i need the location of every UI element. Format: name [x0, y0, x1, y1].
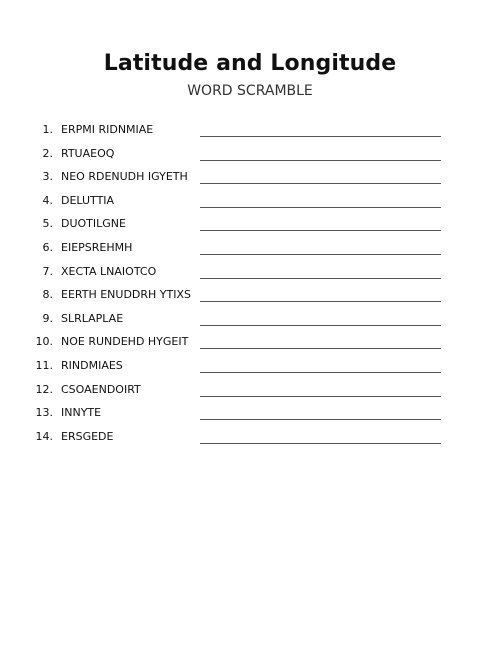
answer-line[interactable] [200, 301, 441, 302]
answer-line[interactable] [200, 419, 441, 420]
puzzle-row [0, 354, 500, 378]
scrambled-word: DELUTTIA [61, 193, 115, 207]
page-subtitle: WORD SCRAMBLE [187, 83, 313, 99]
scrambled-word: XECTA LNAIOTCO [61, 264, 157, 278]
scrambled-word: DUOTILGNE [61, 217, 126, 231]
puzzle-row [0, 330, 500, 354]
puzzle-number: 5. [42, 217, 53, 231]
answer-line[interactable] [200, 207, 441, 208]
puzzle-number: 2. [42, 146, 53, 160]
answer-line[interactable] [200, 183, 441, 184]
puzzle-row [0, 212, 500, 236]
answer-line[interactable] [200, 230, 441, 231]
puzzle-row [0, 307, 500, 331]
puzzle-list [0, 118, 500, 448]
answer-line[interactable] [200, 443, 441, 444]
scrambled-word: EIEPSREHMH [61, 240, 133, 254]
scrambled-word: NEO RDENUDH IGYETH [61, 170, 188, 184]
puzzle-number: 4. [42, 193, 53, 207]
scrambled-word: ERPMI RIDNMIAE [61, 123, 154, 136]
answer-line[interactable] [200, 278, 441, 279]
answer-line[interactable] [200, 160, 441, 161]
puzzle-number: 8. [42, 288, 53, 302]
puzzle-row [0, 401, 500, 425]
puzzle-number: 7. [42, 264, 53, 278]
puzzle-number: 11. [35, 358, 53, 372]
answer-line[interactable] [200, 136, 441, 137]
puzzle-number: 3. [42, 170, 53, 184]
answer-line[interactable] [200, 325, 441, 326]
puzzle-number: 1. [42, 123, 53, 136]
scrambled-word: RINDMIAES [61, 358, 123, 372]
answer-line[interactable] [200, 396, 441, 397]
scrambled-word: ERSGEDE [61, 429, 114, 443]
scrambled-word: CSOAENDOIRT [61, 382, 141, 396]
page-title: Latitude and Longitude [103, 51, 397, 76]
scrambled-word: INNYTE [61, 406, 102, 420]
scrambled-word: SLRLAPLAE [61, 311, 124, 325]
puzzle-row [0, 142, 500, 166]
puzzle-row [0, 378, 500, 402]
scrambled-word: NOE RUNDEHD HYGEIT [61, 335, 189, 349]
puzzle-row [0, 260, 500, 284]
puzzle-number: 13. [35, 406, 53, 420]
puzzle-row [0, 189, 500, 213]
answer-line[interactable] [200, 348, 441, 349]
scrambled-word: RTUAEOQ [61, 146, 115, 160]
puzzle-row [0, 283, 500, 307]
puzzle-row [0, 118, 500, 142]
puzzle-number: 14. [35, 429, 53, 443]
puzzle-row [0, 165, 500, 189]
puzzle-row [0, 236, 500, 260]
scrambled-word: EERTH ENUDDRH YTIXS [61, 288, 192, 302]
puzzle-number: 10. [35, 335, 53, 349]
answer-line[interactable] [200, 372, 441, 373]
puzzle-row [0, 425, 500, 449]
puzzle-number: 6. [42, 240, 53, 254]
answer-line[interactable] [200, 254, 441, 255]
puzzle-number: 12. [35, 382, 53, 396]
puzzle-number: 9. [42, 311, 53, 325]
